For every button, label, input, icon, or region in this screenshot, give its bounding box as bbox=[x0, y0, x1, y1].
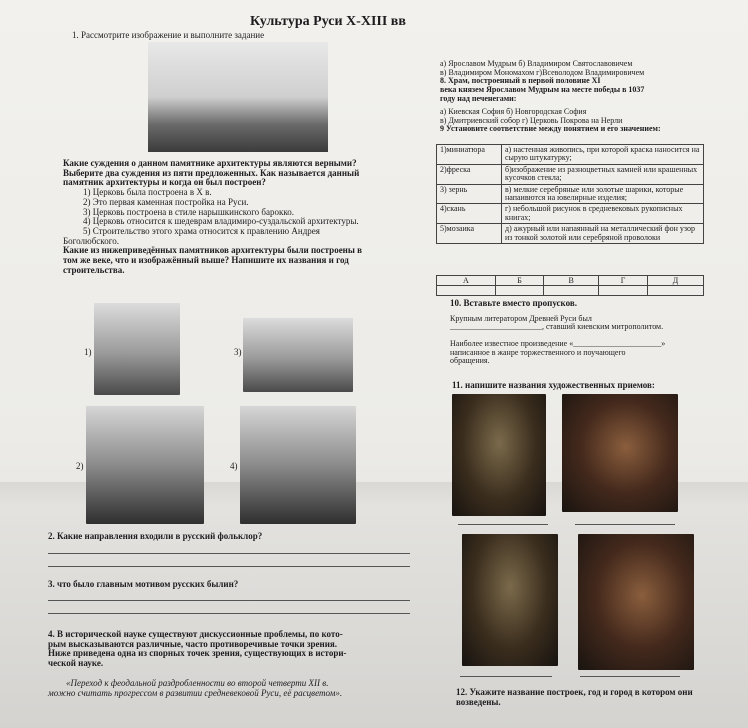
photo-label-1: 1) bbox=[84, 347, 92, 357]
answer-cell[interactable] bbox=[599, 286, 648, 296]
q4-quote: можно считать прогрессом в развитии средневековой Руси, её расцветом». bbox=[48, 687, 343, 698]
cathedral-photo-2 bbox=[86, 406, 204, 524]
table-row: 5)мозаика д) ажурный или напаянный на металлический фон узор из тонкой золотой или серебряной проволоки bbox=[437, 224, 704, 244]
icon-image-1 bbox=[452, 394, 546, 516]
answer-cell[interactable] bbox=[647, 286, 703, 296]
answer-cell[interactable] bbox=[437, 286, 496, 296]
photo-label-3: 3) bbox=[234, 347, 242, 357]
answer-grid: А Б В Г Д bbox=[436, 275, 704, 296]
q4-quote: «Переход к феодальной раздробленности во второй четверти XII в. bbox=[66, 677, 329, 688]
right-column-top: а) Ярославом Мудрым б) Владимиром Святославовичем в) Владимиром Мономахом г)Всеволодом Владимировичем 8. Храм, построенный в первой половине XI века князем Ярославом Мудрым на месте победы в 1037 году над печенегами: а) Киевская София б) Новгородская София в) Дмитриевский собор г) Церковь Покрова на Нерли 9 Установите соответствие между понятием и его значением: bbox=[440, 59, 661, 134]
answer-line[interactable] bbox=[48, 613, 410, 614]
answer-cell[interactable] bbox=[544, 286, 599, 296]
q11-title: 11. напишите названия художественных приемов: bbox=[452, 380, 655, 390]
q10-block: 10. Вставьте вместо пропусков. Крупным литератором Древней Руси был _______________________, ставший киевским митрополитом. Наиболее известное произведение «______________________» написанное в жанре торжественного и поучающего обращения. bbox=[450, 298, 666, 366]
q12-block: 12. Укажите название построек, год и город в котором они возведены. bbox=[456, 687, 693, 707]
table-row: 4)скань г) небольшой рисунок в средневековых рукописных книгах; bbox=[437, 204, 704, 224]
icon-image-3 bbox=[462, 534, 558, 666]
q4-block: 4. В исторической науке существуют дискуссионные проблемы, по кото- рым высказываются различные, часто противоречивые точки зрения. Ниже приведена одна из спорных точек зрения, существующих в истори- ческой науке. «Переход к феодальной раздробленности во второй четверти XII в. можно считать прогрессом в развитии средневековой Руси, её расцветом». bbox=[48, 630, 428, 698]
q1-option: 3) Церковь построена в стиле нарышкинского барокко. bbox=[83, 206, 295, 217]
table-row: 1)миниатюра а) настенная живопись, при которой краска наносится на сырую штукатурку; bbox=[437, 145, 704, 165]
q1-option: 4) Церковь относится к шедеврам владимиро-суздальской архитектуры. bbox=[83, 216, 359, 227]
q1-option: 1) Церковь была построена в X в. bbox=[83, 187, 212, 198]
icon-image-2 bbox=[562, 394, 678, 512]
q1-task: 1. Рассмотрите изображение и выполните задание bbox=[72, 30, 265, 40]
q2-title: 2. Какие направления входили в русский фольклор? bbox=[48, 531, 263, 541]
page-title: Культура Руси X-XIII вв bbox=[250, 14, 406, 29]
q1-option: 5) Строительство этого храма относится к правлению Андрея bbox=[83, 226, 320, 237]
cathedral-photo-4 bbox=[240, 406, 356, 524]
answer-line[interactable] bbox=[458, 524, 548, 525]
church-photo bbox=[148, 42, 328, 152]
table-row: 2)фреска б)изображение из разноцветных камней или крашенных кусочков стекла; bbox=[437, 164, 704, 184]
cathedral-photo-3 bbox=[243, 318, 353, 392]
answer-line[interactable] bbox=[460, 676, 552, 677]
q3-title: 3. что было главным мотивом русских былин? bbox=[48, 579, 239, 589]
terms-table bbox=[436, 144, 704, 244]
answer-line[interactable] bbox=[575, 524, 675, 525]
cathedral-photo-1 bbox=[94, 303, 180, 395]
answer-line[interactable] bbox=[48, 566, 410, 567]
photo-label-4: 4) bbox=[230, 461, 238, 471]
photo-label-2: 2) bbox=[76, 461, 84, 471]
q1-option: Боголюбского. bbox=[63, 235, 119, 246]
answer-line[interactable] bbox=[580, 676, 680, 677]
icon-image-4 bbox=[578, 534, 694, 670]
answer-line[interactable] bbox=[48, 600, 410, 601]
answer-line[interactable] bbox=[48, 553, 410, 554]
table-row: 3) зернь в) мелкие серебряные или золотые шарики, которые напаивются на ювелирные изделия; bbox=[437, 184, 704, 204]
answer-cell[interactable] bbox=[495, 286, 543, 296]
q1-option: 2) Это первая каменная постройка на Руси. bbox=[83, 196, 249, 207]
q1-prompt: Какие суждения о данном памятнике архитектуры являются верными? Выберите два суждения из пяти предложенных. Как называется данный памятник архитектуры и когда он был построен? 1) Церковь была построена в X в. 2) Это первая каменная постройка на Руси. 3) Церковь построена в стиле нарышкинского барокко. 4) Церковь относится к шедеврам владимиро-суздальской архитектуры. 5) Строительство этого храма относится к правлению Андрея Боголюбского. Какие из нижеприведённых памятников архитектуры были построены в том же веке, что и изображённый выше? Напишите их названия и год строительства. bbox=[63, 159, 408, 276]
